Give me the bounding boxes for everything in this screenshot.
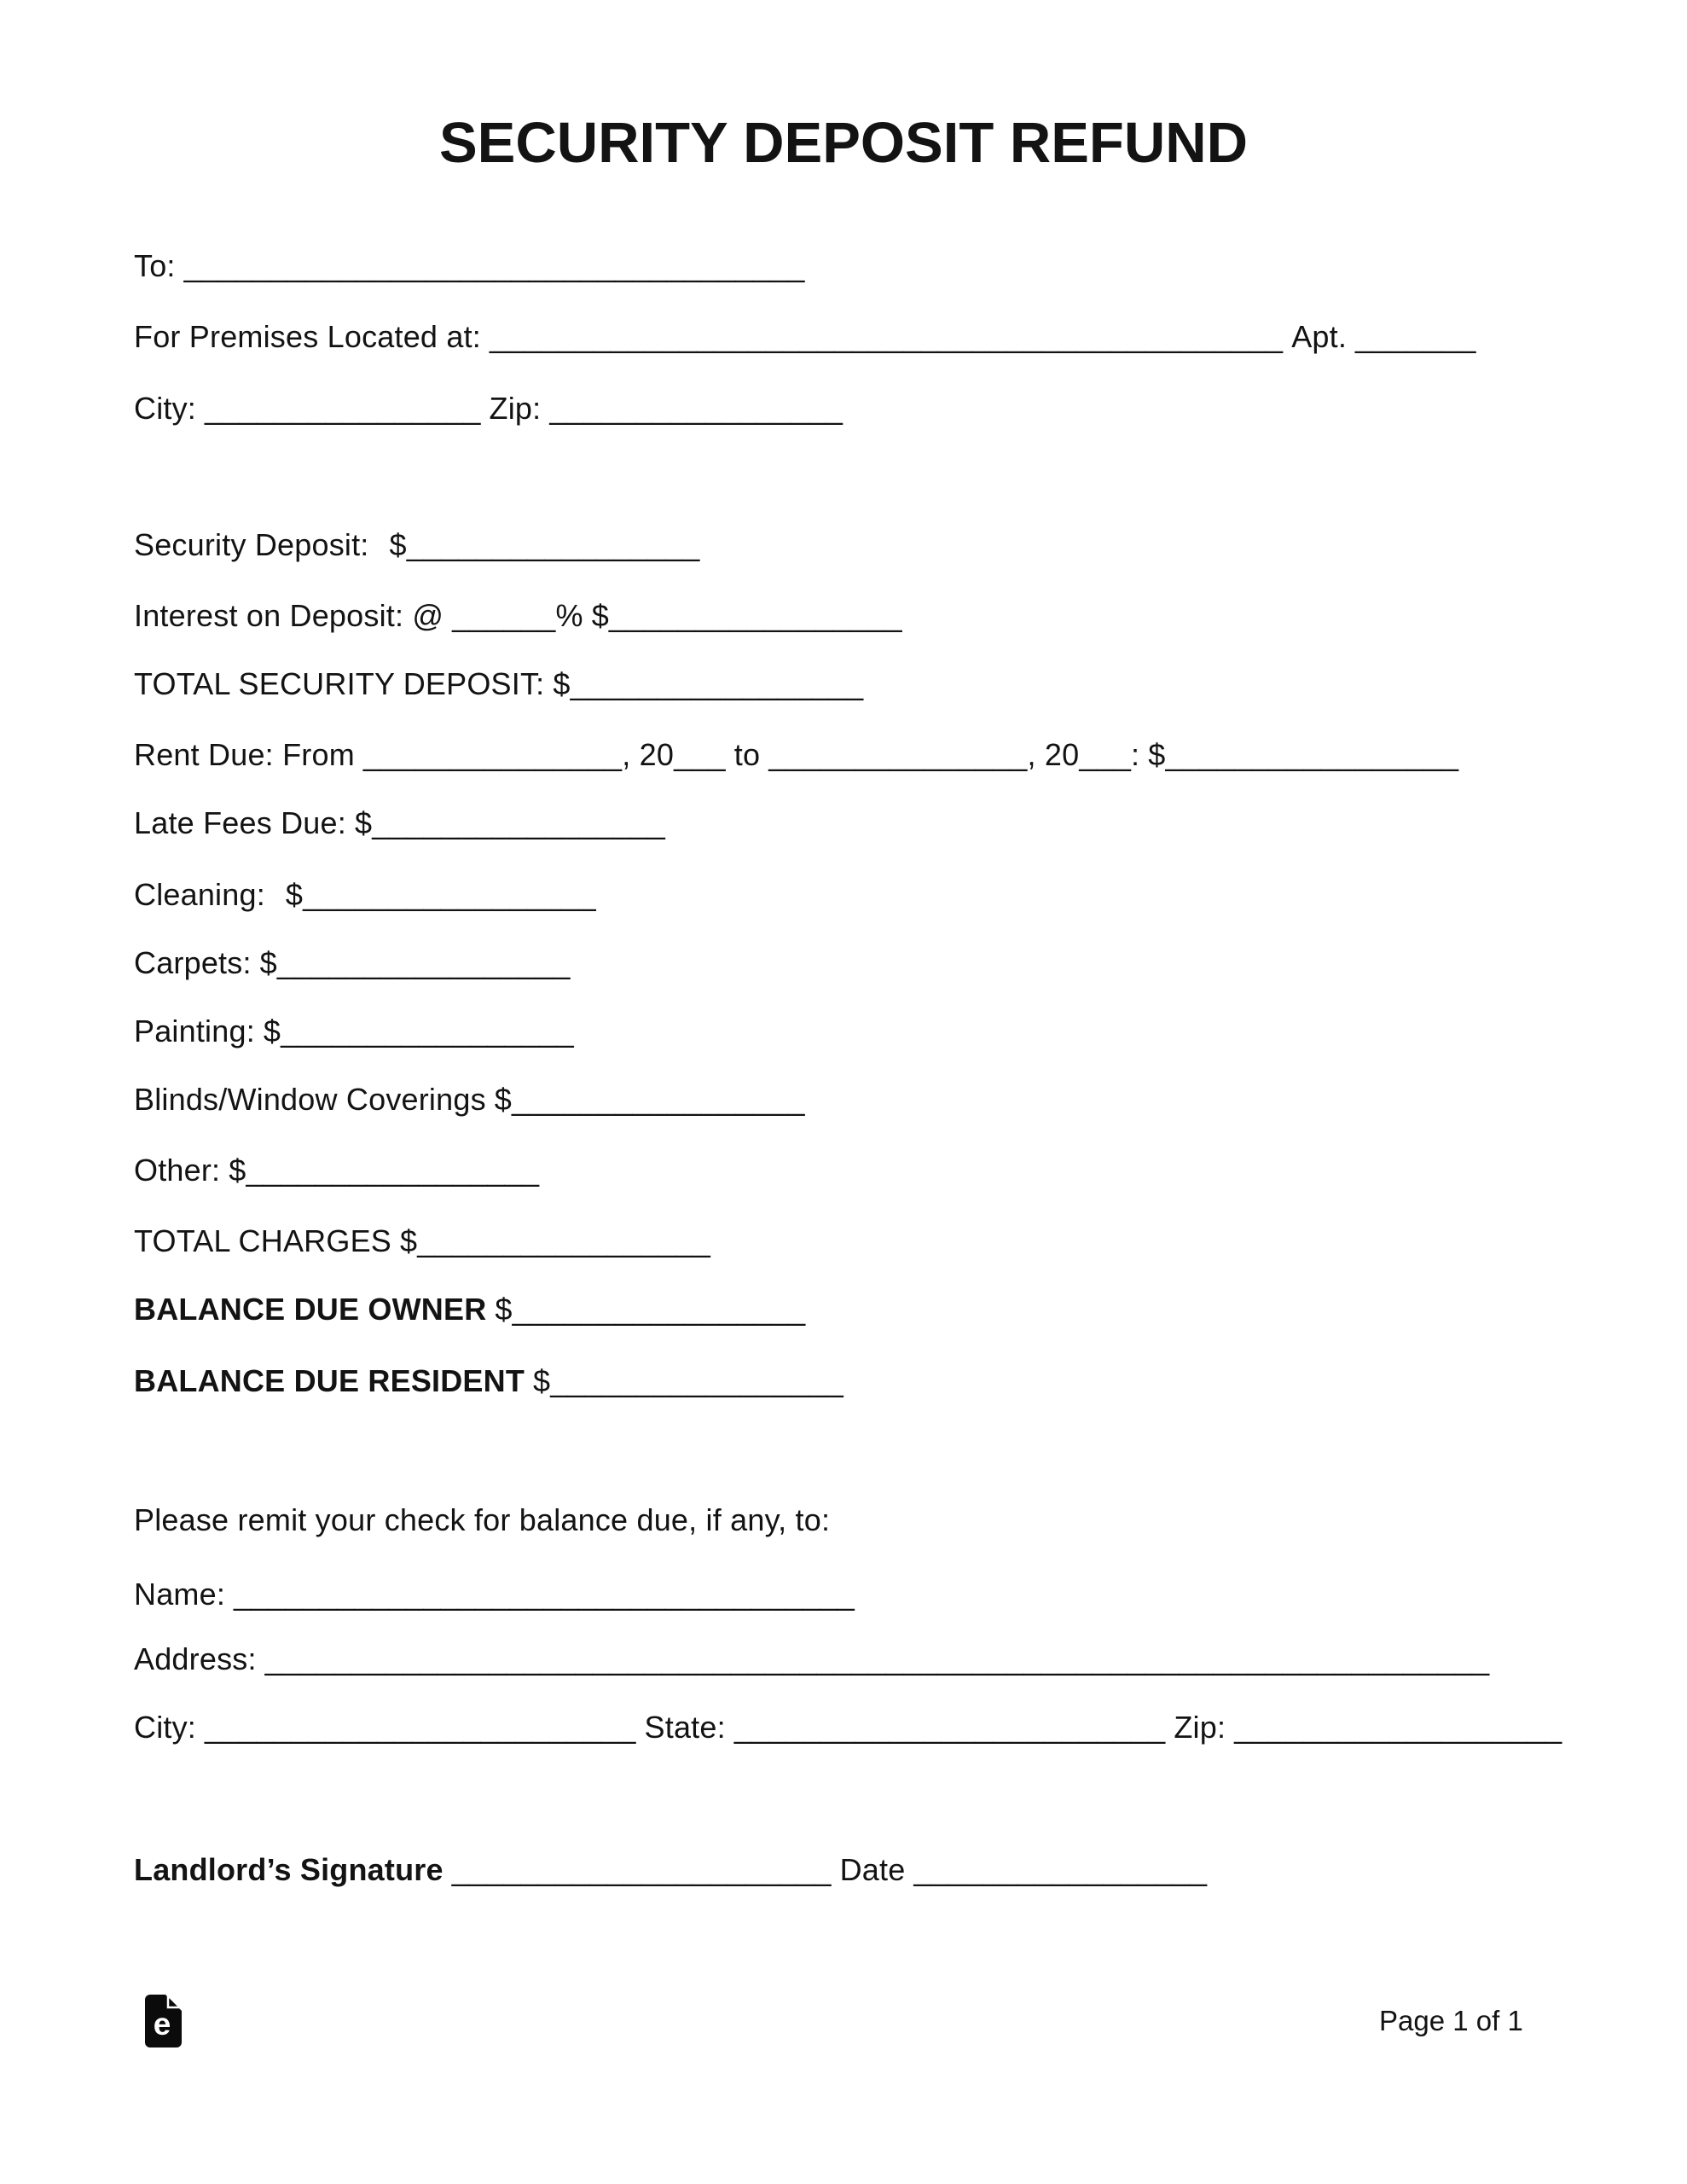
dollar-sign: $ <box>495 1292 513 1327</box>
rent-to-field[interactable]: _______________ <box>768 737 1028 772</box>
total-charges-field[interactable]: _________________ <box>417 1223 710 1258</box>
premises-row <box>134 318 1476 355</box>
interest-amount-field[interactable]: _________________ <box>608 598 902 633</box>
other-row <box>134 1152 539 1188</box>
balance-due-owner-label: BALANCE DUE OWNER <box>134 1292 487 1327</box>
rent-to-label: to <box>733 737 761 772</box>
dollar-sign: $ <box>400 1223 418 1258</box>
rent-due-row <box>134 736 1458 773</box>
blinds-label: Blinds/Window Coverings <box>134 1082 486 1117</box>
rent-from-field[interactable]: _______________ <box>362 737 623 772</box>
carpets-field[interactable]: _________________ <box>276 945 571 980</box>
blinds-field[interactable]: _________________ <box>512 1082 805 1117</box>
remit-name-field[interactable]: ____________________________________ <box>234 1577 855 1612</box>
total-security-deposit-label: TOTAL SECURITY DEPOSIT: <box>134 666 545 701</box>
date-field[interactable]: _________________ <box>913 1852 1208 1887</box>
total-security-deposit-row <box>134 665 863 702</box>
security-deposit-row <box>134 526 700 563</box>
dollar-sign: $ <box>389 527 407 562</box>
carpets-label: Carpets: <box>134 945 252 980</box>
rent-amount-field[interactable]: _________________ <box>1165 737 1459 772</box>
balance-due-resident-row <box>134 1362 844 1399</box>
dollar-sign: $ <box>591 598 609 633</box>
landlord-signature-label: Landlord’s Signature <box>134 1852 443 1887</box>
painting-label: Painting: <box>134 1014 255 1048</box>
balance-due-owner-field[interactable]: _________________ <box>512 1292 806 1327</box>
rent-due-label: Rent Due: From <box>134 737 355 772</box>
painting-row <box>134 1013 574 1049</box>
remit-name-row <box>134 1576 855 1612</box>
to-row <box>134 247 805 284</box>
page-indicator: Page 1 of 1 <box>1379 2005 1523 2036</box>
remit-zip-field[interactable]: ___________________ <box>1234 1710 1562 1745</box>
remit-address-row <box>134 1641 1489 1677</box>
remit-city-label: City: <box>134 1710 196 1745</box>
landlord-signature-field[interactable]: ______________________ <box>451 1852 832 1887</box>
other-label: Other: <box>134 1153 221 1188</box>
city-label: City: <box>134 391 196 426</box>
apt-field[interactable]: _______ <box>1355 319 1476 354</box>
remit-name-label: Name: <box>134 1577 226 1612</box>
dollar-sign: $ <box>229 1153 246 1188</box>
dollar-sign: $ <box>533 1363 551 1398</box>
cleaning-label: Cleaning: <box>134 877 265 912</box>
late-fees-row <box>134 804 665 841</box>
rent-year2-prefix: , 20 <box>1027 737 1080 772</box>
dollar-sign: $ <box>285 877 304 912</box>
rent-year2-field[interactable]: ___ <box>1079 737 1132 772</box>
remit-address-field[interactable]: _______________________________________________________________________ <box>264 1641 1490 1676</box>
balance-due-resident-label: BALANCE DUE RESIDENT <box>134 1363 525 1398</box>
signature-row <box>134 1851 1207 1888</box>
dollar-sign: $ <box>259 945 277 980</box>
security-deposit-label: Security Deposit: <box>134 527 369 562</box>
date-label: Date <box>839 1852 906 1887</box>
dollar-sign: $ <box>263 1014 281 1048</box>
late-fees-field[interactable]: _________________ <box>372 805 665 840</box>
logo-fold-corner <box>168 1995 180 2007</box>
rent-year1-prefix: , 20 <box>622 737 675 772</box>
city-zip-row <box>134 390 843 427</box>
total-charges-label: TOTAL CHARGES <box>134 1223 391 1258</box>
cleaning-row <box>134 876 596 913</box>
security-deposit-field[interactable]: _________________ <box>406 527 700 562</box>
city-field[interactable]: ________________ <box>205 391 481 426</box>
logo-letter: e <box>153 2007 171 2042</box>
premises-label: For Premises Located at: <box>134 319 481 354</box>
blinds-row <box>134 1081 805 1118</box>
late-fees-label: Late Fees Due: <box>134 805 346 840</box>
balance-due-owner-row <box>134 1291 805 1327</box>
painting-field[interactable]: _________________ <box>281 1014 574 1048</box>
remit-address-label: Address: <box>134 1641 257 1676</box>
interest-rate-field[interactable]: ______ <box>452 598 556 633</box>
remit-zip-label: Zip: <box>1174 1710 1226 1745</box>
interest-label: Interest on Deposit: @ <box>134 598 444 633</box>
premises-field[interactable]: ______________________________________________ <box>489 319 1284 354</box>
remit-state-field[interactable]: _________________________ <box>733 1710 1166 1745</box>
dollar-sign: $ <box>553 666 571 701</box>
dollar-sign: $ <box>1148 737 1166 772</box>
cleaning-field[interactable]: _________________ <box>303 877 596 912</box>
interest-row <box>134 597 902 634</box>
rent-year1-field[interactable]: ___ <box>674 737 726 772</box>
apt-label: Apt. <box>1291 319 1348 354</box>
colon: : <box>1131 737 1140 772</box>
dollar-sign: $ <box>494 1082 512 1117</box>
dollar-sign: $ <box>354 805 373 840</box>
remit-city-state-zip-row <box>134 1709 1562 1745</box>
eforms-logo <box>145 1995 182 2048</box>
total-security-deposit-field[interactable]: _________________ <box>570 666 864 701</box>
zip-field[interactable]: _________________ <box>549 391 844 426</box>
percent-sign: % <box>555 598 583 633</box>
page-title: SECURITY DEPOSIT REFUND <box>438 111 1249 175</box>
remit-state-label: State: <box>644 1710 726 1745</box>
to-field[interactable]: ____________________________________ <box>183 248 805 283</box>
zip-label: Zip: <box>489 391 542 426</box>
remit-note-text: Please remit your check for balance due, if any, to: <box>134 1502 831 1537</box>
remit-note <box>134 1502 830 1538</box>
other-field[interactable]: _________________ <box>246 1153 540 1188</box>
remit-city-field[interactable]: _________________________ <box>205 1710 636 1745</box>
carpets-row <box>134 944 571 981</box>
balance-due-resident-field[interactable]: _________________ <box>550 1363 844 1398</box>
to-label: To: <box>134 248 176 283</box>
total-charges-row <box>134 1223 710 1259</box>
